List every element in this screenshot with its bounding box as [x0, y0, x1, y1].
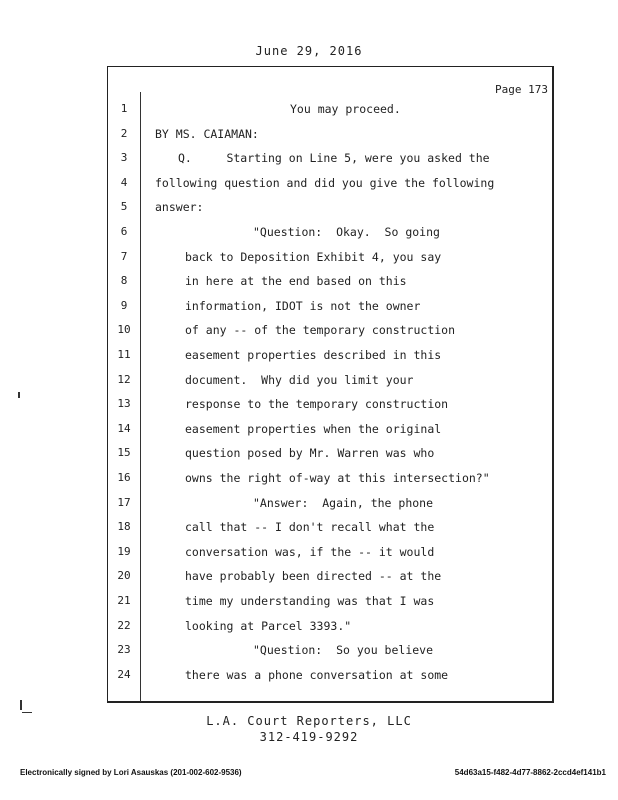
line-text: call that -- I don't recall what the	[185, 520, 435, 535]
date-header: June 29, 2016	[255, 44, 363, 58]
transcript-line	[0, 496, 618, 512]
line-text: have probably been directed -- at the	[185, 569, 442, 584]
line-number: 9	[120, 298, 128, 312]
line-number: 2	[120, 126, 128, 140]
line-text: "Answer: Again, the phone	[253, 495, 434, 510]
line-text: easement properties when the original	[185, 421, 442, 436]
line-text: following question and did you give the following	[155, 175, 495, 190]
line-number: 13	[117, 397, 131, 411]
electronic-signature-note: Electronically signed by Lori Asauskas (201-002-602-9536)	[20, 768, 242, 777]
court-reporter-phone: 312-419-9292	[259, 730, 359, 744]
transcript-line	[0, 200, 618, 216]
line-number: 7	[120, 249, 128, 263]
line-number: 5	[120, 200, 128, 214]
transcript-line	[0, 250, 618, 266]
line-number: 22	[117, 618, 131, 632]
transcript-line	[0, 348, 618, 364]
transcript-line	[0, 373, 618, 389]
line-text: of any -- of the temporary construction	[185, 323, 456, 338]
transcript-line	[0, 323, 618, 339]
line-text: document. Why did you limit your	[185, 372, 414, 387]
transcript-line	[0, 422, 618, 438]
line-number: 19	[117, 544, 131, 558]
line-text: looking at Parcel 3393."	[185, 618, 352, 633]
transcript-line	[0, 594, 618, 610]
line-text: back to Deposition Exhibit 4, you say	[185, 249, 442, 264]
line-text: in here at the end based on this	[185, 274, 407, 289]
page-number: Page 173	[495, 83, 548, 96]
line-number: 8	[120, 274, 128, 288]
line-text: answer:	[155, 200, 204, 215]
line-text: time my understanding was that I was	[185, 594, 435, 608]
transcript-line	[0, 127, 618, 143]
line-number: 3	[120, 151, 128, 165]
transcript-line	[0, 643, 618, 659]
line-number: 11	[117, 348, 131, 361]
transcript-line	[0, 446, 618, 462]
line-text: "Question: So you believe	[253, 643, 434, 658]
line-number: 20	[117, 569, 131, 583]
line-number: 6	[120, 225, 128, 238]
transcript-line	[0, 520, 618, 536]
transcript-line	[0, 668, 618, 684]
transcript-line	[0, 545, 618, 561]
line-text: question posed by Mr. Warren was who	[185, 446, 435, 461]
line-number: 4	[120, 175, 128, 189]
court-reporter-firm: L.A. Court Reporters, LLC	[206, 714, 412, 728]
line-text: You may proceed.	[290, 102, 401, 116]
transcript-line	[0, 471, 618, 487]
line-number: 1	[120, 102, 128, 115]
transcript-line	[0, 274, 618, 290]
line-text: conversation was, if the -- it would	[185, 544, 435, 559]
line-number: 17	[117, 495, 131, 509]
line-text: "Question: Okay. So going	[253, 225, 440, 239]
transcript-line	[0, 569, 618, 585]
line-number: 24	[117, 667, 131, 681]
line-number: 15	[117, 446, 131, 460]
transcript-line	[0, 225, 618, 241]
line-text: there was a phone conversation at some	[185, 667, 449, 682]
line-text: BY MS. CAIAMAN:	[155, 126, 259, 141]
line-number: 21	[117, 594, 131, 607]
document-id: 54d63a15-f482-4d77-8862-2ccd4ef141b1	[454, 768, 606, 777]
scan-speck	[20, 700, 22, 710]
line-number: 10	[117, 323, 131, 337]
transcript-line	[0, 619, 618, 635]
line-number: 18	[117, 520, 131, 534]
transcript-line	[0, 397, 618, 413]
line-text: owns the right of-way at this intersection?"	[185, 471, 490, 485]
scan-speck	[22, 712, 32, 713]
transcript-line	[0, 151, 618, 167]
transcript-line	[0, 102, 618, 118]
line-number: 12	[117, 372, 131, 386]
scan-speck	[18, 392, 20, 398]
line-text: easement properties described in this	[185, 348, 442, 362]
line-text: information, IDOT is not the owner	[185, 298, 421, 313]
line-number: 23	[117, 643, 131, 657]
line-number: 14	[117, 421, 131, 435]
line-text: response to the temporary construction	[185, 397, 449, 412]
line-text: Q. Starting on Line 5, were you asked the	[178, 151, 490, 166]
transcript-line	[0, 299, 618, 315]
transcript-line	[0, 176, 618, 192]
line-number: 16	[117, 471, 131, 484]
